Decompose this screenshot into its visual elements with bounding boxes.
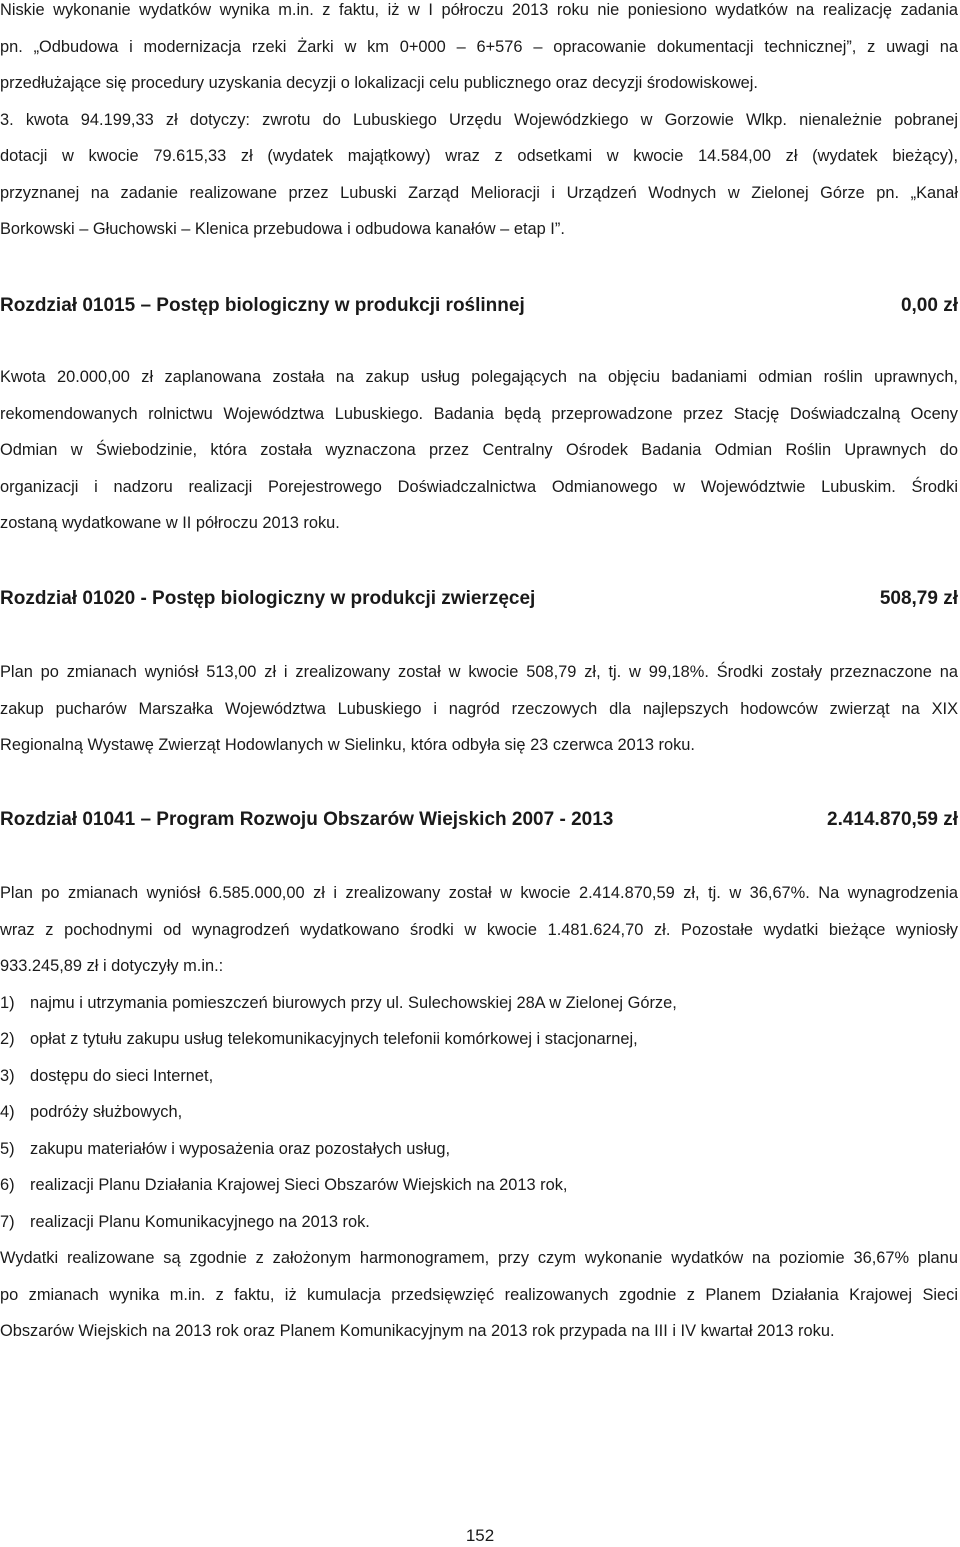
paragraph-line: zakup pucharów Marszałka Województwa Lubuskiego i nagród rzeczowych dla najlepszych hodowców zwierząt na XIX: [0, 700, 958, 718]
section-heading: [0, 587, 958, 611]
page-number: 152: [465, 1526, 495, 1545]
section-title: Rozdział 01041 – Program Rozwoju Obszarów Wiejskich 2007 - 2013: [0, 809, 614, 830]
list-item-number: 5): [0, 1140, 15, 1158]
paragraph-line: Plan po zmianach wyniósł 6.585.000,00 zł i zrealizowany został w kwocie 2.414.870,59 zł, tj. w 36,67%. Na wynagrodzenia: [0, 884, 958, 902]
list-item-text: realizacji Planu Komunikacyjnego na 2013 rok.: [30, 1213, 370, 1231]
paragraph-line: pn. „Odbudowa i modernizacja rzeki Żarki w km 0+000 – 6+576 – opracowanie dokumentacji technicznej”, z uwagi na: [0, 38, 958, 56]
list-item-number: 7): [0, 1213, 15, 1231]
paragraph-line: organizacji i nadzoru realizacji Porejestrowego Doświadczalnictwa Odmianowego w Województwie Lubuskim. Środki: [0, 478, 958, 496]
list-item-number: 3): [0, 1067, 15, 1085]
paragraph-line: przyznanej na zadanie realizowane przez Lubuski Zarząd Melioracji i Urządzeń Wodnych w Zielonej Górze pn. „Kanał: [0, 184, 958, 202]
paragraph-line: rekomendowanych rolnictwu Województwa Lubuskiego. Badania będą przeprowadzone przez Stację Doświadczalną Oceny: [0, 405, 958, 423]
paragraph-line: Odmian w Świebodzinie, która została wyznaczona przez Centralny Ośrodek Badania Odmian Roślin Uprawnych do: [0, 441, 958, 459]
paragraph-line: Borkowski – Głuchowski – Klenica przebudowa i odbudowa kanałów – etap I”.: [0, 220, 565, 238]
paragraph-line: zostaną wydatkowane w II półroczu 2013 roku.: [0, 514, 340, 532]
paragraph-line: Kwota 20.000,00 zł zaplanowana została na zakup usług polegających na objęciu badaniami odmian roślin uprawnych,: [0, 368, 958, 386]
paragraph-line: przedłużające się procedury uzyskania decyzji o lokalizacji celu publicznego oraz decyzji środowiskowej.: [0, 74, 758, 92]
section-title: Rozdział 01015 – Postęp biologiczny w produkcji roślinnej: [0, 295, 525, 316]
list-item-text: najmu i utrzymania pomieszczeń biurowych przy ul. Sulechowskiej 28A w Zielonej Górze,: [30, 994, 677, 1012]
list-item-text: dostępu do sieci Internet,: [30, 1067, 214, 1085]
paragraph-line: Regionalną Wystawę Zwierząt Hodowlanych w Sielinku, która odbyła się 23 czerwca 2013 roku.: [0, 736, 695, 754]
section-amount: 508,79 zł: [879, 588, 958, 609]
list-item-text: podróży służbowych,: [30, 1103, 183, 1121]
section-heading: [0, 808, 958, 832]
paragraph-line: wraz z pochodnymi od wynagrodzeń wydatkowano środki w kwocie 1.481.624,70 zł. Pozostałe wydatki bieżące wyniosły: [0, 921, 958, 939]
paragraph-line: dotacji w kwocie 79.615,33 zł (wydatek majątkowy) wraz z odsetkami w kwocie 14.584,00 zł (wydatek bieżący),: [0, 147, 958, 165]
list-item-number: 2): [0, 1030, 15, 1048]
section-amount: 0,00 zł: [900, 295, 958, 316]
paragraph-line: po zmianach wynika m.in. z faktu, iż kumulacja przedsięwzięć realizowanych zgodnie z Planem Działania Krajowej Sieci: [0, 1286, 958, 1304]
list-item-text: realizacji Planu Działania Krajowej Sieci Obszarów Wiejskich na 2013 rok,: [30, 1176, 568, 1194]
paragraph-line: Niskie wykonanie wydatków wynika m.in. z faktu, iż w I półroczu 2013 roku nie poniesiono wydatków na realizację zadania: [0, 1, 958, 19]
list-item-number: 6): [0, 1176, 15, 1194]
list-item-text: zakupu materiałów i wyposażenia oraz pozostałych usług,: [30, 1140, 451, 1158]
paragraph-line: 933.245,89 zł i dotyczyły m.in.:: [0, 957, 224, 975]
list-item-number: 4): [0, 1103, 15, 1121]
section-heading: [0, 294, 958, 318]
list-item-number: 1): [0, 994, 15, 1012]
paragraph-line: Wydatki realizowane są zgodnie z założonym harmonogramem, przy czym wykonanie wydatków na poziomie 36,67% planu: [0, 1249, 958, 1267]
paragraph-line: 3. kwota 94.199,33 zł dotyczy: zwrotu do Lubuskiego Urzędu Wojewódzkiego w Gorzowie Wlkp. nienależnie pobranej: [0, 111, 958, 129]
paragraph-line: Obszarów Wiejskich na 2013 rok oraz Planem Komunikacyjnym na 2013 rok przypada na III i IV kwartał 2013 roku.: [0, 1322, 835, 1340]
paragraph-line: Plan po zmianach wyniósł 513,00 zł i zrealizowany został w kwocie 508,79 zł, tj. w 99,18%. Środki zostały przeznaczone na: [0, 663, 958, 681]
section-amount: 2.414.870,59 zł: [827, 809, 958, 830]
section-title: Rozdział 01020 - Postęp biologiczny w produkcji zwierzęcej: [0, 588, 536, 609]
list-item-text: opłat z tytułu zakupu usług telekomunikacyjnych telefonii komórkowej i stacjonarnej,: [30, 1030, 638, 1048]
